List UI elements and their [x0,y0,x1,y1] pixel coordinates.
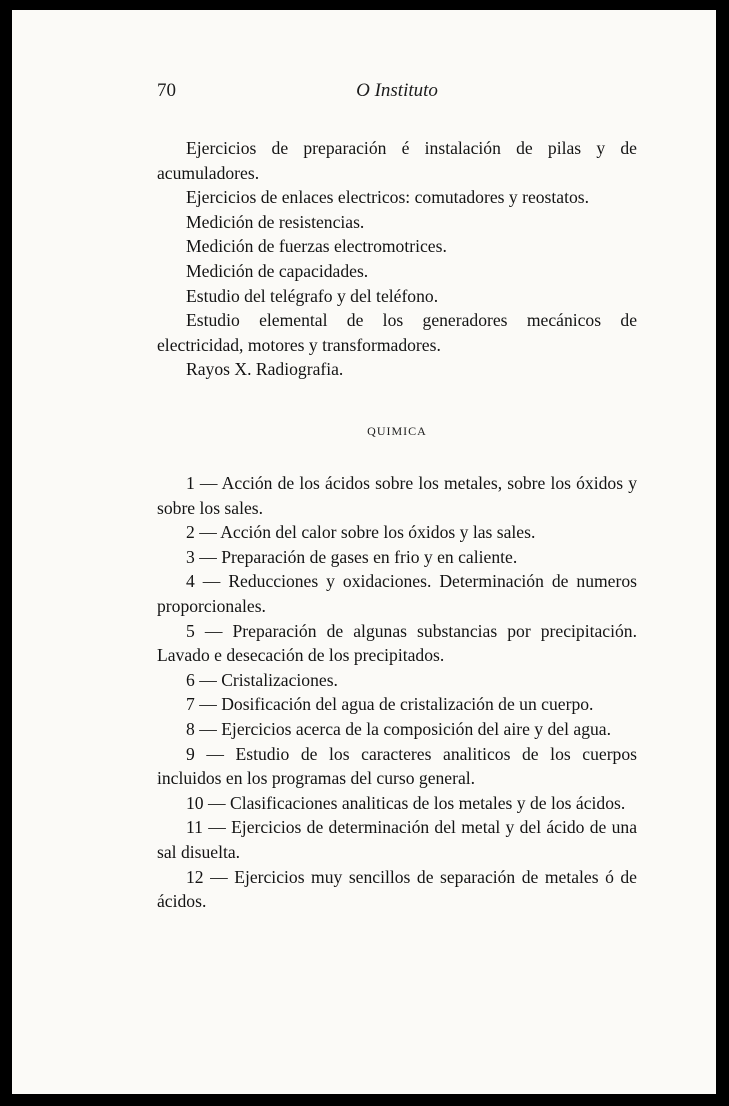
list-item: 10 — Clasificaciones analiticas de los metales y de los ácidos. [186,792,626,813]
list-item: 3 — Preparación de gases en frio y en caliente. [186,546,518,567]
list-item: 11 — Ejercicios de determinación del metal y del ácido de una sal disuelta. [157,817,637,862]
list-item: 2 — Acción del calor sobre los óxidos y las sales. [186,522,536,543]
list-item: 6 — Cristalizaciones. [186,669,338,690]
list-item: 5 — Preparación de algunas substancias por precipitación. Lavado e desecación de los precipitados. [157,620,637,666]
list-item: 1 — Acción de los ácidos sobre los metales, sobre los óxidos y sobre los sales. [157,473,637,518]
paragraph: Medición de resistencias. [186,211,365,232]
section-heading: QUIMICA [367,424,427,438]
document-page [12,10,716,1094]
running-title: O Instituto [356,80,438,101]
page-number: 70 [157,80,176,101]
page-header [157,80,637,106]
paragraph: Ejercicios de enlaces electricos: comutadores y reostatos. [186,187,590,208]
list-item: 4 — Reducciones y oxidaciones. Determinación de numeros proporcionales. [157,571,637,616]
paragraph: Estudio del telégrafo y del teléfono. [186,285,439,306]
paragraph: Medición de fuerzas electromotrices. [186,236,447,257]
paragraph: Ejercicios de preparación é instalación de pilas y de acumuladores. [157,138,637,183]
list-item: 7 — Dosificación del agua de cristalización de un cuerpo. [186,694,594,715]
physics-exercises [157,136,637,382]
chemistry-exercises [157,471,637,914]
list-item: 9 — Estudio de los caracteres analiticos de los cuerpos incluidos en los programas del curso general. [157,743,637,789]
list-item: 8 — Ejercicios acerca de la composición del aire y del agua. [186,718,611,739]
paragraph: Rayos X. Radiografia. [186,359,344,380]
paragraph: Estudio elemental de los generadores mecánicos de electricidad, motores y transformadores. [157,310,637,355]
paragraph: Medición de capacidades. [186,260,369,281]
list-item: 12 — Ejercicios muy sencillos de separación de metales ó de ácidos. [157,866,637,912]
